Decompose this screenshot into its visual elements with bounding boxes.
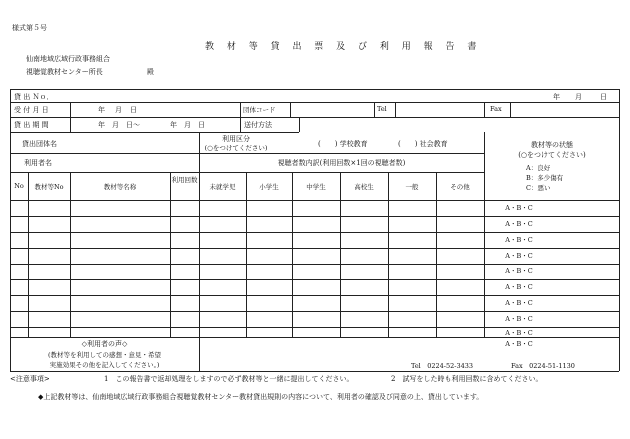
loan-no-label: 貸 出 Ｎｏ． bbox=[14, 93, 54, 101]
contact-fax: Fax 0224-51-1130 bbox=[511, 362, 575, 370]
addressee-honorific: 殿 bbox=[147, 68, 154, 76]
condition-b: B：多少傷有 bbox=[526, 174, 564, 182]
viewers-breakdown-header: 視聴者数内訳(利用回数×1回の視聴者数) bbox=[277, 159, 406, 167]
user-voice-line2: 実施効果その他を記入してください。) bbox=[49, 361, 160, 369]
col-preschool: 未就学児 bbox=[209, 183, 236, 191]
footer-statement: ◆上記教材等は、仙南地域広域行政事務組合視聴覚教材センター教材貸出規則の内容について、利用者の確認及び同意の上、貸出しています。 bbox=[38, 393, 484, 401]
col-general: 一般 bbox=[405, 183, 419, 191]
form-number: 様式第５号 bbox=[12, 24, 47, 32]
user-name-label: 利用者名 bbox=[24, 159, 52, 167]
rating-option: A・B・C bbox=[505, 267, 533, 275]
usage-category-note: (○をつけてください) bbox=[204, 144, 268, 152]
borrower-group-label: 貸出団体名 bbox=[22, 140, 57, 148]
school-education-option: ( ) 学校教育 bbox=[318, 140, 368, 148]
user-voice-title: ◇利用者の声◇ bbox=[81, 340, 128, 348]
rating-option: A・B・C bbox=[505, 340, 533, 348]
tel-label: Tel bbox=[377, 105, 387, 113]
received-date-label: 受 付 月 日 bbox=[14, 106, 49, 114]
col-elementary: 小学生 bbox=[259, 183, 279, 191]
rating-option: A・B・C bbox=[505, 236, 533, 244]
rating-option: A・B・C bbox=[505, 252, 533, 260]
notes-label: <注意事項> bbox=[10, 375, 50, 383]
user-voice-line1: (教材等を利用しての感想・意見・希望 bbox=[47, 351, 162, 359]
rating-option: A・B・C bbox=[505, 220, 533, 228]
page-title: 教 材 等 貸 出 票 及 び 利 用 報 告 書 bbox=[205, 42, 482, 52]
addressee-org: 仙南地域広域行政事務組合 bbox=[26, 55, 110, 63]
col-other: その他 bbox=[450, 183, 470, 191]
addressee-title: 視聴覚教材センター所長 bbox=[26, 68, 103, 76]
fax-label: Fax bbox=[490, 105, 502, 113]
rating-option: A・B・C bbox=[505, 204, 533, 212]
group-code-label: 団体コード bbox=[243, 106, 276, 114]
condition-c: C：悪い bbox=[526, 184, 551, 192]
col-usage-count: 利用回数 bbox=[171, 176, 198, 184]
contact-tel: Tel 0224-52-3433 bbox=[411, 362, 474, 370]
col-material-name: 教材等名称 bbox=[103, 183, 137, 191]
condition-title: 教材等の状態 bbox=[531, 141, 573, 149]
col-junior-high: 中学生 bbox=[306, 183, 326, 191]
received-month: 月 bbox=[115, 106, 122, 114]
note-2: 2 試写をした時も利用回数に含めてください。 bbox=[391, 375, 543, 383]
rating-option: A・B・C bbox=[505, 329, 533, 337]
usage-category-title: 利用区分 bbox=[222, 135, 250, 143]
condition-note: (○をつけてください) bbox=[518, 151, 586, 159]
rating-option: A・B・C bbox=[505, 315, 533, 323]
period-from: 年 月 日～ bbox=[98, 121, 140, 129]
col-no: No bbox=[14, 182, 24, 190]
col-high-school: 高校生 bbox=[354, 183, 374, 191]
received-year: 年 bbox=[98, 106, 105, 114]
received-day: 日 bbox=[130, 106, 137, 114]
loan-day: 日 bbox=[600, 93, 607, 101]
condition-a: A：良好 bbox=[526, 164, 551, 172]
col-material-no: 教材等No bbox=[34, 183, 64, 191]
social-education-option: ( ) 社会教育 bbox=[398, 140, 448, 148]
period-to: 年 月 日 bbox=[170, 121, 205, 129]
loan-period-label: 貸 出 期 間 bbox=[14, 121, 49, 129]
note-1: 1 この報告書で返却処理をしますので必ず教材等と一緒に提出してください。 bbox=[104, 375, 354, 383]
delivery-method-label: 送付方法 bbox=[244, 121, 272, 129]
rating-option: A・B・C bbox=[505, 283, 533, 291]
loan-month: 月 bbox=[575, 93, 582, 101]
rating-option: A・B・C bbox=[505, 299, 533, 307]
loan-year: 年 bbox=[553, 93, 560, 101]
